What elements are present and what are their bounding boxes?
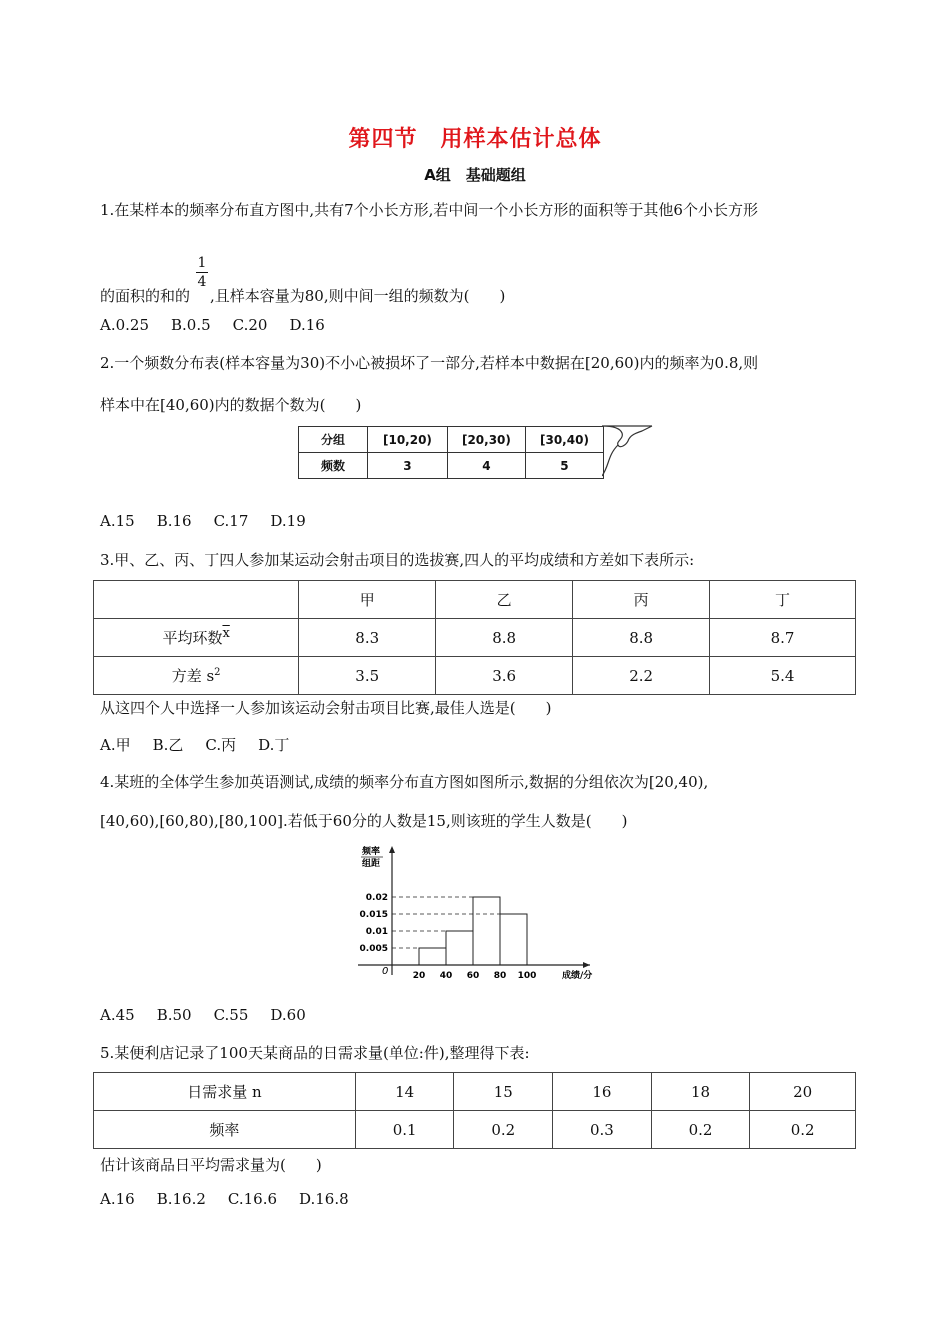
q3-score-table: [93, 580, 856, 695]
q3-row1-cell-0: 8.3: [299, 619, 436, 657]
q2-options: [100, 512, 328, 530]
q4-option-c: C.55: [213, 1006, 249, 1024]
q3-line2: 从这四个人中选择一人参加该运动会射击项目比赛,最佳人选是( ): [100, 699, 552, 717]
q3-row1-cell-1: 8.8: [436, 619, 573, 657]
q4-options: [100, 1006, 328, 1024]
q2-th-1: [10,20): [367, 427, 447, 453]
q5-th-5: 20: [750, 1073, 856, 1111]
q2-option-b: B.16: [156, 512, 192, 530]
histogram-bar-0: [419, 948, 446, 965]
q1-option-d: D.16: [289, 316, 325, 334]
q1-fraction: [196, 255, 208, 290]
q5-td-4: 0.2: [651, 1111, 750, 1149]
x-tick-label-2: 60: [466, 971, 480, 981]
page-title: 第四节 用样本估计总体: [348, 127, 602, 152]
q3-row2-label-text: 方差 s: [171, 667, 215, 685]
q2-td-1: 3: [367, 453, 447, 479]
q2-td-0: 频数: [299, 453, 368, 479]
q4-histogram: [350, 840, 610, 985]
q3-th-2: 乙: [436, 581, 573, 619]
q3-row2-cell-1: 3.6: [436, 657, 573, 695]
q3-th-3: 丙: [573, 581, 710, 619]
q3-row2-sup: 2: [214, 667, 221, 678]
y-tick-label-0: 0.005: [359, 944, 388, 954]
y-label-top: 频率: [362, 847, 381, 857]
q5-th-2: 15: [454, 1073, 553, 1111]
q1-frac-den: 4: [197, 274, 207, 290]
y-tick-label-2: 0.015: [359, 910, 388, 920]
q3-row2-label: [94, 657, 299, 695]
q2-th-0: 分组: [299, 427, 368, 453]
q5-td-5: 0.2: [750, 1111, 856, 1149]
q5-th-4: 18: [651, 1073, 750, 1111]
q1-option-c: C.20: [232, 316, 268, 334]
q5-line2: 估计该商品日平均需求量为( ): [100, 1156, 322, 1174]
q2-th-3: [30,40): [525, 427, 603, 453]
q3-th-4: 丁: [710, 581, 856, 619]
q3-th-0: [94, 581, 299, 619]
q2-td-2: 4: [447, 453, 525, 479]
q1-option-b: B.0.5: [171, 316, 211, 334]
q3-row1-cell-2: 8.8: [573, 619, 710, 657]
q3-options: [100, 734, 311, 755]
q3-option-c: C.丙: [205, 736, 237, 754]
q3-line1: 3.甲、乙、丙、丁四人参加某运动会射击项目的选拔赛,四人的平均成绩和方差如下表所示:: [100, 551, 695, 569]
x-bar-symbol: $\overline{x}$: [222, 626, 230, 641]
q2-option-a: A.15: [100, 512, 135, 530]
q5-td-0: 频率: [94, 1111, 356, 1149]
y-axis-arrow: [389, 846, 395, 853]
q2-option-c: C.17: [213, 512, 249, 530]
y-tick-label-1: 0.01: [365, 927, 388, 937]
histogram-bar-2: [473, 897, 500, 965]
q3-option-d: D.丁: [258, 736, 290, 754]
x-tick-label-3: 80: [493, 971, 507, 981]
x-tick-label-4: 100: [517, 971, 537, 981]
q2-torn-edge: [602, 423, 658, 479]
q5-th-3: 16: [553, 1073, 652, 1111]
q1-line2-post: ,且样本容量为80,则中间一组的频数为( ): [210, 287, 506, 305]
q5-th-0: 日需求量 n: [94, 1073, 356, 1111]
q5-line1: 5.某便利店记录了100天某商品的日需求量(单位:件),整理得下表:: [100, 1044, 530, 1062]
q3-row2-cell-3: 5.4: [710, 657, 856, 695]
q1-frac-num: 1: [197, 255, 207, 271]
x-axis-label: 成绩/分: [562, 971, 593, 981]
q1-options: [100, 316, 347, 334]
q4-option-d: D.60: [270, 1006, 306, 1024]
q2-th-2: [20,30): [447, 427, 525, 453]
q5-td-2: 0.2: [454, 1111, 553, 1149]
x-tick-label-0: 20: [412, 971, 426, 981]
q5-td-3: 0.3: [553, 1111, 652, 1149]
q2-line2: 样本中在[40,60)内的数据个数为( ): [100, 396, 362, 414]
q5-option-c: C.16.6: [227, 1190, 277, 1208]
q5-options: [100, 1190, 371, 1208]
q5-option-b: B.16.2: [156, 1190, 206, 1208]
q2-option-d: D.19: [270, 512, 306, 530]
q3-option-a: A.甲: [100, 736, 131, 754]
q5-option-a: A.16: [100, 1190, 135, 1208]
q5-td-1: 0.1: [355, 1111, 454, 1149]
q3-row1-label-text: 平均环数: [162, 629, 223, 647]
q4-option-b: B.50: [156, 1006, 192, 1024]
q1-line1: 1.在某样本的频率分布直方图中,共有7个小长方形,若中间一个小长方形的面积等于其他6个小长方形: [100, 201, 758, 219]
q5-th-1: 14: [355, 1073, 454, 1111]
q4-option-a: A.45: [100, 1006, 135, 1024]
section-subtitle: A组 基础题组: [424, 166, 526, 184]
histogram-bar-1: [446, 931, 473, 965]
q4-line1: 4.某班的全体学生参加英语测试,成绩的频率分布直方图如图所示,数据的分组依次为[20,40),: [100, 773, 709, 791]
q3-option-b: B.乙: [152, 736, 184, 754]
q5-demand-table: [93, 1072, 856, 1149]
q4-line2: [40,60),[60,80),[80,100].若低于60分的人数是15,则该班的学生人数是( ): [100, 812, 628, 830]
histogram-bar-3: [500, 914, 527, 965]
q3-row2-cell-2: 2.2: [573, 657, 710, 695]
y-tick-label-3: 0.02: [365, 893, 388, 903]
q3-th-1: 甲: [299, 581, 436, 619]
q2-line1: 2.一个频数分布表(样本容量为30)不小心被损坏了一部分,若样本中数据在[20,60)内的频率为0.8,则: [100, 354, 759, 372]
x-axis-arrow: [583, 962, 590, 968]
q3-row2-cell-0: 3.5: [299, 657, 436, 695]
q1-option-a: A.0.25: [100, 316, 149, 334]
q3-row1-label: [94, 619, 299, 657]
x-tick-label-1: 40: [439, 971, 453, 981]
q2-frequency-table: [298, 426, 604, 479]
q5-option-d: D.16.8: [299, 1190, 349, 1208]
q2-td-3: 5: [525, 453, 603, 479]
origin-label: 0: [382, 966, 389, 977]
q3-row1-cell-3: 8.7: [710, 619, 856, 657]
q1-line2-pre: 的面积的和的: [100, 287, 191, 305]
y-label-bottom: 组距: [362, 859, 381, 869]
